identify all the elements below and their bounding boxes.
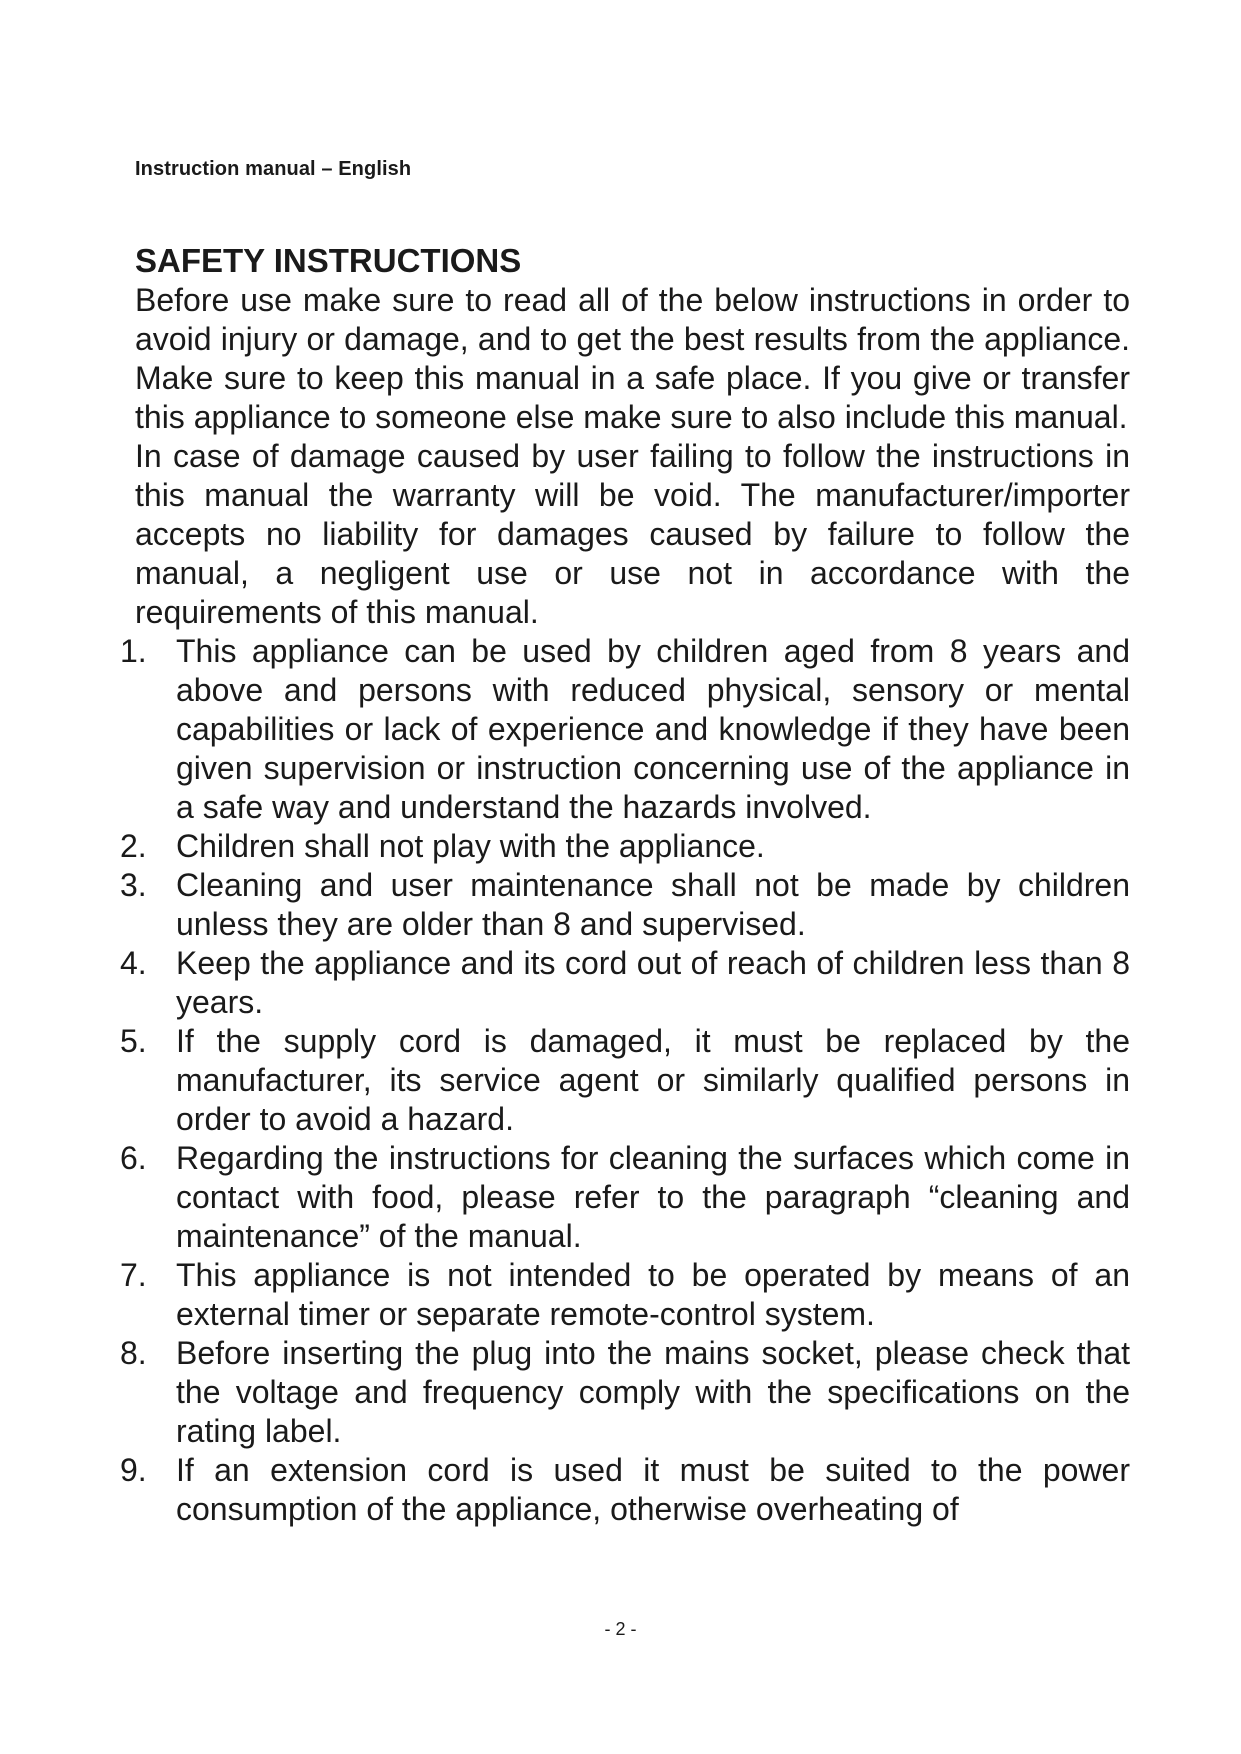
list-item [120,1451,1130,1529]
list-item-number: 4. [120,945,147,981]
list-item-text: Children shall not play with the appliance. [176,828,765,864]
list-item [120,632,1130,827]
list-item-number: 1. [120,633,147,669]
list-item [120,827,1130,866]
list-item-number: 2. [120,828,147,864]
list-item-text: Cleaning and user maintenance shall not be made by children unless they are older than 8 and supervised. [176,867,1130,942]
list-item-text: If the supply cord is damaged, it must be replaced by the manufacturer, its service agent or similarly qualified persons in order to avoid a hazard. [176,1023,1130,1137]
list-item-number: 3. [120,867,147,903]
list-item-text: Regarding the instructions for cleaning the surfaces which come in contact with food, please refer to the paragraph “cleaning and maintenance” of the manual. [176,1140,1130,1254]
list-item [120,1334,1130,1451]
list-item [120,944,1130,1022]
list-item-number: 6. [120,1140,147,1176]
list-item-number: 7. [120,1257,147,1293]
list-item-text: This appliance is not intended to be operated by means of an external timer or separate remote-control system. [176,1257,1130,1332]
list-item-text: Keep the appliance and its cord out of reach of children less than 8 years. [176,945,1130,1020]
intro-paragraph: Before use make sure to read all of the below instructions in order to avoid injury or damage, and to get the best results from the appliance. Make sure to keep this manual in a safe place. If you give or transfer this appliance to someone else make sure to also include this manual. [135,282,1130,435]
page-number: - 2 - [604,1619,637,1639]
page-content [120,240,1130,1529]
list-item-number: 9. [120,1452,147,1488]
section-title: SAFETY INSTRUCTIONS [135,242,522,279]
list-item-number: 8. [120,1335,147,1371]
list-item [120,866,1130,944]
warranty-paragraph: In case of damage caused by user failing to follow the instructions in this manual the warranty will be void. The manufacturer/importer accepts no liability for damages caused by failure to follow the manual, a negligent use or use not in accordance with the requirements of this manual. [135,438,1130,630]
list-item-text: Before inserting the plug into the mains socket, please check that the voltage and frequency comply with the specifications on the rating label. [176,1335,1130,1449]
list-item-number: 5. [120,1023,147,1059]
list-item [120,1256,1130,1334]
list-item-text: This appliance can be used by children aged from 8 years and above and persons with reduced physical, sensory or mental capabilities or lack of experience and knowledge if they have been given supervision or instruction concerning use of the appliance in a safe way and understand the hazards involved. [176,633,1130,825]
list-item [120,1022,1130,1139]
list-item [120,1139,1130,1256]
list-item-text: If an extension cord is used it must be suited to the power consumption of the appliance, otherwise overheating of [176,1452,1130,1527]
safety-list [120,632,1130,1529]
header-label: Instruction manual – English [135,158,412,180]
